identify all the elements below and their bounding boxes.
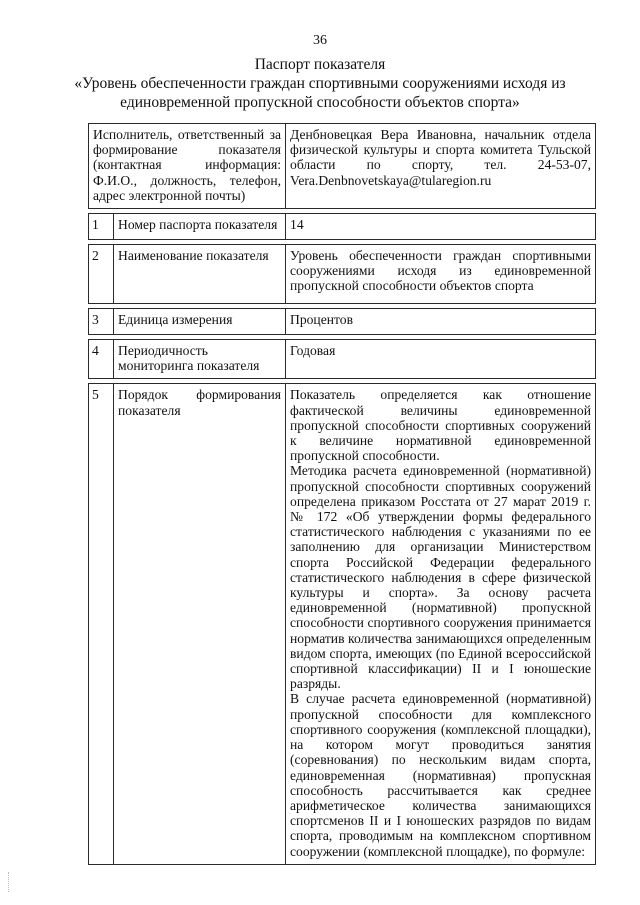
page-number: 36 — [313, 33, 327, 48]
row-label: Порядок формирования показателя — [114, 384, 286, 864]
table-row — [89, 384, 596, 864]
methodology-paragraph: В случае расчета единовременной (нормативной) пропускной способности для комплексного спортивного сооружения (комплексной площадки), на котором могут проводиться занятия (соревнования) по нескольким видам спорта, единовременная (нормативная) пропускная способность рассчитывается как среднее арифметическое количества занимающихся спортсменов II и I юношеских разрядов по видам спорта, проводимым на комплексном спортивном сооружении (комплексной площадке), по формуле: — [290, 691, 592, 859]
heading-indicator-name-line2: единовременной пропускной способности объектов спорта» — [120, 94, 520, 111]
row-label: Периодичность мониторинга показателя — [114, 340, 286, 379]
row-value: Процентов — [286, 309, 596, 335]
methodology-paragraph: Показатель определяется как отношение фактической величины единовременной пропускной способности спортивных сооружений к величине нормативной единовременной пропускной способности. — [290, 387, 592, 464]
table-row — [89, 309, 596, 335]
row-number: 2 — [89, 245, 114, 304]
row-label: Номер паспорта показателя — [114, 214, 286, 240]
document-heading — [30, 55, 610, 112]
executor-value: Денбновецкая Вера Ивановна, начальник отдела физической культуры и спорта комитета Тульской области по спорту, тел. 24-53-07, Vera.Denbnovetskaya@tularegion.ru — [286, 124, 596, 209]
row-value-methodology — [286, 384, 596, 864]
heading-indicator-name-line1: «Уровень обеспеченности граждан спортивными сооружениями исходя из — [74, 75, 566, 92]
row-value: Уровень обеспеченности граждан спортивными сооружениями исходя из единовременной пропускной способности объектов спорта — [286, 245, 596, 304]
row-label: Наименование показателя — [114, 245, 286, 304]
row-value: Годовая — [286, 340, 596, 379]
row-number: 4 — [89, 340, 114, 379]
scan-artifact — [8, 872, 19, 892]
row-number: 5 — [89, 384, 114, 864]
table-row — [89, 340, 596, 379]
row-number: 1 — [89, 214, 114, 240]
heading-title: Паспорт показателя — [254, 56, 386, 73]
table-row — [89, 214, 596, 240]
methodology-paragraph: Методика расчета единовременной (нормативной) пропускной способности спортивных сооружений определена приказом Росстата от 27 марат 2019 г. № 172 «Об утверждении формы федерального статистического наблюдения с указаниями по ее заполнению для организации Министерством спорта Российской Федерации федерального статистического наблюдения в сфере физической культуры и спорта». За основу расчета единовременной (нормативной) пропускной способности спортивного сооружения принимается норматив количества занимающихся определенным видом спорта, имеющих (по Единой всероссийской спортивной классификации) II и I юношеские разряды. — [290, 463, 592, 692]
passport-table — [88, 123, 596, 865]
row-number: 3 — [89, 309, 114, 335]
table-row — [89, 245, 596, 304]
executor-label: Исполнитель, ответственный за формирование показателя (контактная информация: Ф.И.О., должность, телефон, адрес электронной почты) — [89, 124, 286, 209]
row-value: 14 — [286, 214, 596, 240]
table-row-executor — [89, 124, 596, 209]
row-label: Единица измерения — [114, 309, 286, 335]
